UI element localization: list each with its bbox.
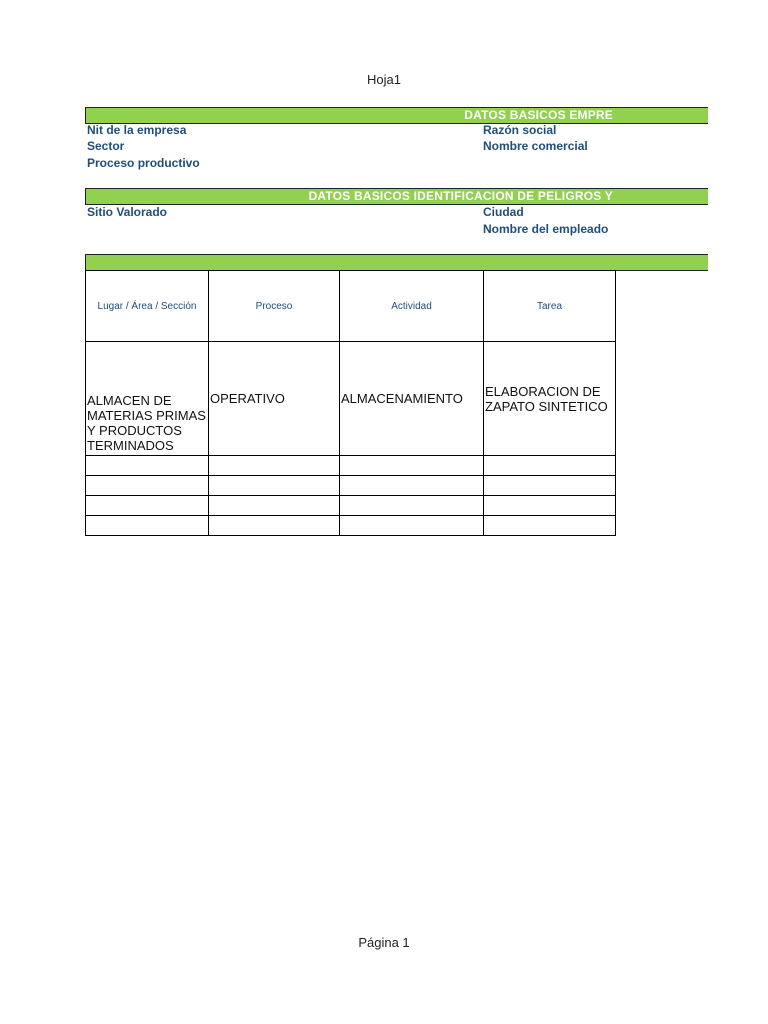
- cell-actividad[interactable]: ALMACENAMIENTO: [340, 342, 484, 456]
- header-proceso[interactable]: Proceso: [209, 271, 340, 342]
- empty-cell[interactable]: [484, 516, 616, 536]
- empty-cell[interactable]: [484, 476, 616, 496]
- table-row: [86, 516, 616, 536]
- band-datos-empresa-label: DATOS BASICOS EMPRE: [464, 108, 613, 122]
- empty-cell[interactable]: [209, 476, 340, 496]
- empty-cell[interactable]: [340, 496, 484, 516]
- cell-proceso[interactable]: OPERATIVO: [209, 342, 340, 456]
- table-row: [86, 476, 616, 496]
- label-sitio-valorado: Sitio Valorado: [87, 205, 168, 219]
- header-lugar[interactable]: Lugar / Área / Sección: [86, 271, 209, 342]
- cell-tarea[interactable]: ELABORACION DE ZAPATO SINTETICO: [484, 342, 616, 456]
- empty-cell[interactable]: [484, 496, 616, 516]
- empty-cell[interactable]: [484, 456, 616, 476]
- label-nit-empresa: Nit de la empresa: [87, 123, 187, 137]
- band-table-header: [85, 254, 708, 271]
- page-footer: Página 1: [358, 935, 410, 950]
- empty-cell[interactable]: [209, 496, 340, 516]
- empty-cell[interactable]: [340, 516, 484, 536]
- band-identificacion-peligros: [85, 188, 708, 205]
- empty-cell[interactable]: [340, 456, 484, 476]
- label-nombre-comercial: Nombre comercial: [483, 139, 588, 153]
- label-proceso-productivo: Proceso productivo: [87, 156, 200, 170]
- empty-cell[interactable]: [86, 476, 209, 496]
- header-tarea[interactable]: Tarea: [484, 271, 616, 342]
- empty-cell[interactable]: [86, 496, 209, 516]
- table-row: [86, 456, 616, 476]
- label-sector: Sector: [87, 139, 125, 153]
- band-datos-empresa: [85, 107, 708, 124]
- band-identificacion-peligros-label: DATOS BASICOS IDENTIFICACION DE PELIGROS Y: [308, 189, 613, 203]
- table-row: [86, 496, 616, 516]
- empty-cell[interactable]: [86, 456, 209, 476]
- label-razon-social: Razón social: [483, 123, 557, 137]
- hazard-table: [85, 270, 616, 536]
- empty-cell[interactable]: [340, 476, 484, 496]
- sheet-title: Hoja1: [367, 72, 401, 87]
- label-ciudad: Ciudad: [483, 205, 524, 219]
- empty-cell[interactable]: [209, 516, 340, 536]
- cell-lugar[interactable]: ALMACEN DE MATERIAS PRIMAS Y PRODUCTOS TERMINADOS: [86, 342, 209, 456]
- header-actividad[interactable]: Actividad: [340, 271, 484, 342]
- empty-cell[interactable]: [86, 516, 209, 536]
- table-header-row: [86, 271, 616, 342]
- empty-cell[interactable]: [209, 456, 340, 476]
- label-nombre-empleado: Nombre del empleado: [483, 222, 609, 236]
- table-row: [86, 342, 616, 456]
